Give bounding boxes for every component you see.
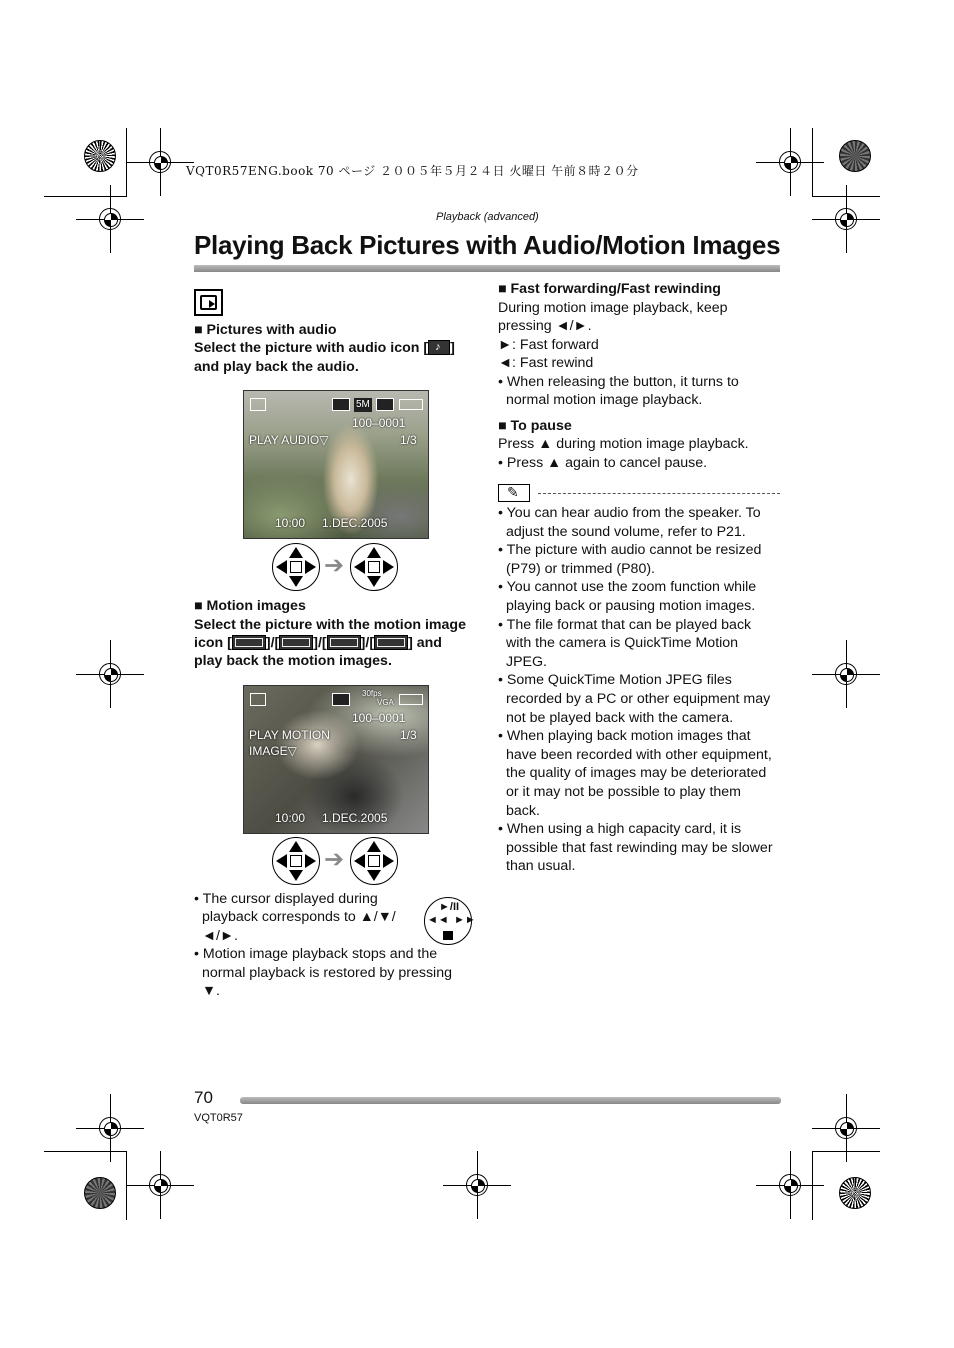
playback-mode-icon: [194, 289, 223, 316]
motion-instruction-2: icon [ ]/[ ]/[ ]/[ ] and: [194, 635, 442, 651]
rewind-icon: ◄◄: [427, 914, 449, 926]
note-line: • When using a high capacity card, it is: [498, 821, 742, 838]
note-line: • You cannot use the zoom function while: [498, 579, 757, 596]
battery-icon: [399, 694, 423, 705]
cursor-button-left-right: [272, 543, 320, 591]
playback-dial-icon: [424, 897, 476, 945]
page-title: Playing Back Pictures with Audio/Motion Images: [194, 230, 781, 260]
ff-bullet-1: • When releasing the button, it turns to: [498, 374, 739, 390]
registration-star-bl: [84, 1177, 116, 1209]
motion-instruction-3: play back the motion images.: [194, 653, 392, 669]
note-line: (P79) or trimmed (P80).: [506, 560, 656, 577]
cursor-button-down: [350, 543, 398, 591]
ff-bullet-2: normal motion image playback.: [506, 392, 703, 408]
motion-instruction: Select the picture with the motion image: [194, 617, 466, 633]
note-divider: [538, 493, 780, 494]
pause-paragraph: Press ▲ during motion image playback.: [498, 436, 749, 452]
ff-paragraph-1: During motion image playback, keep: [498, 300, 728, 316]
note-line: • When playing back motion images that: [498, 728, 751, 745]
note-line: or it may not be possible to play them: [506, 784, 742, 800]
note-line: • The file format that can be played back: [498, 616, 752, 633]
play-motion-label: PLAY MOTION: [249, 728, 330, 742]
bullet-stop-line-2: normal playback is restored by pressing: [202, 965, 452, 981]
note-icon: [498, 484, 530, 502]
picture-count: 1/3: [400, 433, 417, 447]
arrow-right-icon: ➔: [324, 552, 345, 579]
note-line: than usual.: [506, 858, 576, 875]
crop-line: [44, 196, 126, 197]
bullet-cursor-line-1: • The cursor displayed during: [194, 891, 378, 907]
stop-icon: [443, 931, 453, 940]
note-line: have been recorded with other equipment,: [506, 746, 772, 763]
audio-instruction: Select the picture with audio icon [♪ ]: [194, 339, 455, 358]
footer-rule: [240, 1097, 781, 1104]
lcd-screen-motion: [243, 685, 429, 834]
bullet-cursor-line-3: ◄/►.: [202, 928, 238, 944]
motion-icon: [332, 693, 350, 706]
ff-forward: ►: Fast forward: [498, 337, 599, 353]
forward-icon: ►►: [454, 914, 476, 926]
ff-rewind: ◄: Fast rewind: [498, 355, 594, 371]
audio-icon: [332, 398, 350, 411]
page-number: 70: [194, 1088, 213, 1107]
note-line: the quality of images may be deteriorated: [506, 765, 767, 782]
lcd-screen-audio: [243, 390, 429, 539]
note-line: • The picture with audio cannot be resized: [498, 542, 762, 559]
play-motion-label-2: IMAGE▽: [249, 744, 297, 758]
time: 10:00: [275, 516, 306, 530]
file-number: 100–0001: [352, 711, 406, 725]
crop-line: [44, 1151, 126, 1152]
cursor-button-down: [350, 837, 398, 885]
picture-count: 1/3: [400, 728, 417, 742]
date: 1.DEC.2005: [322, 811, 388, 825]
note-line: playing back or pausing motion images.: [506, 598, 756, 614]
play-audio-label: PLAY AUDIO▽: [249, 433, 329, 447]
note-line: • Some QuickTime Motion JPEG files: [498, 672, 732, 689]
ff-paragraph-2: pressing ◄/►.: [498, 318, 592, 334]
document-code: VQT0R57: [194, 1112, 243, 1124]
bullet-cursor-line-2: playback corresponds to ▲/▼/: [202, 909, 396, 925]
ff-heading: ■ Fast forwarding/Fast rewinding: [498, 281, 721, 297]
motion-heading: ■ Motion images: [194, 598, 306, 614]
date: 1.DEC.2005: [322, 516, 388, 530]
registration-star-br: [839, 1177, 871, 1209]
note-line: • You can hear audio from the speaker. To: [498, 505, 761, 521]
audio-heading: ■ Pictures with audio: [194, 322, 337, 338]
motion-10fps-vga-icon: [279, 635, 313, 650]
audio-instruction-2: and play back the audio.: [194, 359, 359, 375]
quality-icon: [376, 398, 394, 411]
title-rule: [194, 265, 780, 272]
image-size: 5M: [356, 399, 370, 410]
pause-heading: ■ To pause: [498, 418, 572, 434]
note-line: adjust the sound volume, refer to P21.: [506, 523, 746, 540]
note-line: with the camera is QuickTime Motion: [506, 635, 739, 652]
bullet-stop-line-3: ▼.: [202, 983, 220, 999]
audio-icon: [428, 340, 450, 355]
res-label: VGA: [377, 698, 394, 707]
arrow-right-icon: ➔: [324, 846, 345, 873]
cursor-button-left-right: [272, 837, 320, 885]
motion-30fps-qvga-icon: [327, 635, 361, 650]
play-icon: [250, 693, 266, 706]
motion-30fps-vga-icon: [232, 635, 266, 650]
print-header: VQT0R57ENG.book 70 ページ ２００５年５月２４日 火曜日 午前８時２０分: [186, 164, 639, 178]
time: 10:00: [275, 811, 306, 825]
play-pause-label: ►/II: [439, 901, 460, 913]
play-icon: [250, 398, 266, 411]
note-line: recorded by a PC or other equipment may: [506, 691, 771, 707]
battery-icon: [399, 399, 423, 410]
registration-star-tr: [839, 140, 871, 172]
pause-bullet: • Press ▲ again to cancel pause.: [498, 455, 708, 471]
note-line: possible that fast rewinding may be slower: [506, 839, 773, 856]
note-line: not be played back with the camera.: [506, 709, 734, 726]
file-number: 100–0001: [352, 416, 406, 430]
motion-10fps-qvga-icon: [374, 635, 408, 650]
bullet-stop-line-1: • Motion image playback stops and the: [194, 946, 438, 962]
note-line: JPEG.: [506, 653, 547, 670]
registration-star-tl: [84, 140, 116, 172]
fps-label: 30fps: [362, 689, 382, 698]
note-line: back.: [506, 802, 540, 819]
section-tag: Playback (advanced): [436, 211, 539, 223]
